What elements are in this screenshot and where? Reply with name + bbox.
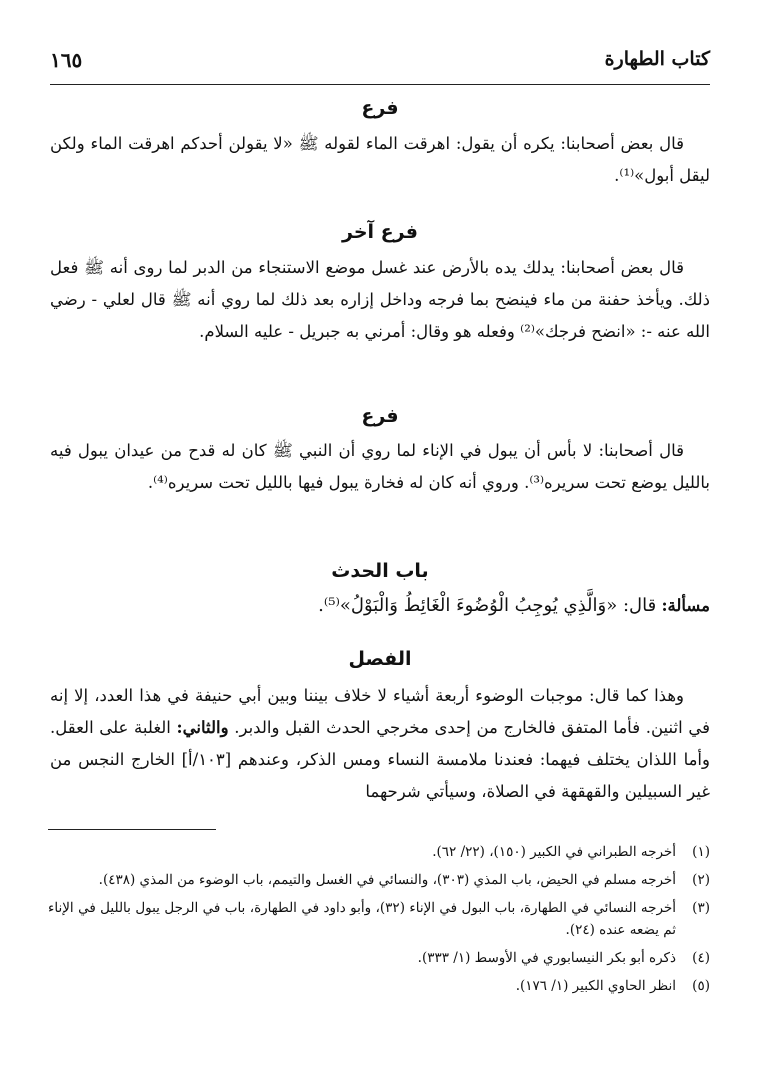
paragraph-text: وهذا كما قال: موجبات الوضوء أربعة أشياء لا خلاف بيننا وبين أبي حنيفة في هذا العدد، إلا إنه في اثنين. فأما المتفق فالخارج من إحدى مخرجي الحدث القبل والدبر. xyxy=(50,686,710,737)
footnote-text: ذكره أبو بكر النيسابوري في الأوسط (١/ ٣٣٣). xyxy=(417,950,676,966)
footnote-divider xyxy=(48,829,216,830)
paragraph-far-akhar xyxy=(50,252,710,348)
footnote-item xyxy=(48,869,710,891)
chapter-heading-bab: باب الحدث xyxy=(331,560,429,582)
footnote-text: انظر الحاوي الكبير (١/ ١٧٦). xyxy=(515,978,676,994)
paragraph-text: قال بعض أصحابنا: يكره أن يقول: اهرقت الماء لقوله ﷺ «لا يقولن أحدكم اهرقت الماء ولكن ليقل أبول»⁽¹⁾. xyxy=(50,134,710,185)
paragraph-far-2 xyxy=(50,435,710,499)
section-heading-far-2: فرع xyxy=(361,405,399,427)
footnote-item xyxy=(48,975,710,997)
footnote-number: (٢) xyxy=(692,872,710,888)
footnote-item xyxy=(48,947,710,969)
header-divider xyxy=(50,84,710,85)
footnote-text: أخرجه الطبراني في الكبير (١٥٠)، (٢٢/ ٦٢). xyxy=(432,844,676,860)
footnote-number: (٤) xyxy=(692,950,710,966)
footnote-item xyxy=(48,897,710,941)
section-heading-fasl: الفصل xyxy=(348,648,412,670)
footnote-text: أخرجه النسائي في الطهارة، باب البول في الإناء (٣٢)، وأبو داود في الطهارة، باب في الرجل يبول بالليل في الإناء ثم يضعه عنده (٢٤). xyxy=(48,900,676,938)
section-heading-far: فرع xyxy=(361,97,399,119)
running-header xyxy=(50,48,710,76)
masala-label: مسألة: xyxy=(661,596,710,615)
masala-quote: قال: «وَالَّذِي يُوجِبُ الْوُضُوءَ الْغَائِطُ وَالْبَوْلُ»⁽⁵⁾. xyxy=(318,595,657,616)
masala-line xyxy=(50,590,710,622)
paragraph-text-second: الغلبة على العقل. وأما اللذان يختلف فيهما: فعندنا ملامسة النساء ومس الذكر، وعندهم [١٠٣/أ] الخارج النجس من غير السبيلين والقهقهة في الصلاة، وسيأتي شرحهما xyxy=(50,718,710,801)
footnotes xyxy=(48,841,710,1003)
footnote-item xyxy=(48,841,710,863)
section-heading-far-akhar: فرع آخر xyxy=(342,221,418,243)
footnote-number: (٥) xyxy=(692,978,710,994)
footnote-number: (٣) xyxy=(692,900,710,916)
chapter-title: كتاب الطهارة xyxy=(604,48,710,70)
footnote-number: (١) xyxy=(692,844,710,860)
paragraph-text: قال أصحابنا: لا بأس أن يبول في الإناء لما روي أن النبي ﷺ كان له قدح من عيدان يبول فيه بالليل يوضع تحت سريره⁽³⁾. وروي أنه كان له فخارة يبول فيها بالليل تحت سريره⁽⁴⁾. xyxy=(50,441,710,492)
paragraph-far-1 xyxy=(50,128,710,192)
paragraph-label-second: والثاني: xyxy=(176,718,229,737)
paragraph-text: قال بعض أصحابنا: يدلك يده بالأرض عند غسل موضع الاستنجاء من الدبر لما روى أنه ﷺ فعل ذلك. ويأخذ حفنة من ماء فينضح بما فرجه وداخل إزاره بعد ذلك لما روي أنه ﷺ قال لعلي - رضي الله عنه -: «انضح فرجك»⁽²⁾ وفعله هو وقال: أمرني به جبريل - عليه السلام. xyxy=(50,258,710,341)
paragraph-fasl xyxy=(50,680,710,808)
page-number: ١٦٥ xyxy=(50,48,83,72)
footnote-text: أخرجه مسلم في الحيض، باب المذي (٣٠٣)، والنسائي في الغسل والتيمم، باب الوضوء من المذي (٤٣٨). xyxy=(98,872,676,888)
